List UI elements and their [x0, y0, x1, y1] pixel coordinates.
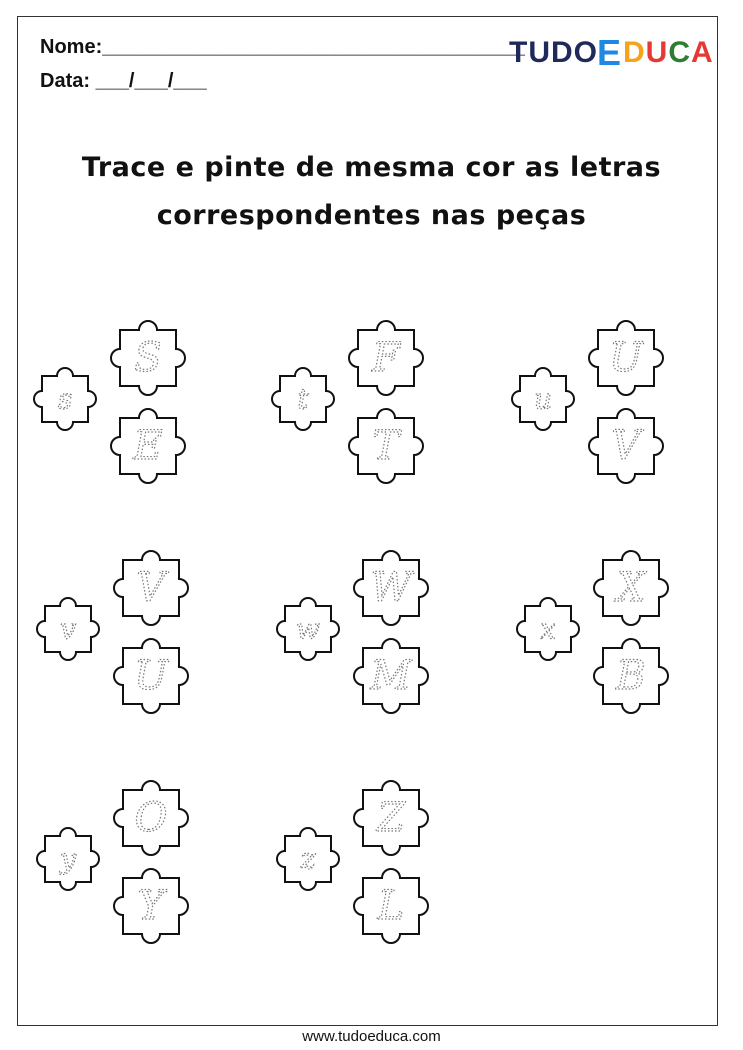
footer-url: www.tudoeduca.com [302, 1028, 441, 1045]
tracing-letter: M [370, 653, 412, 699]
tracing-letter: V [611, 423, 641, 469]
puzzle-piece-bottom-T [349, 409, 423, 483]
tracing-letter: s [57, 382, 73, 416]
tracing-letter: y [60, 842, 76, 876]
tracing-letter: t [297, 382, 309, 416]
tracing-letter: X [616, 565, 646, 611]
puzzle-piece-top-S [111, 321, 185, 395]
puzzle-piece-bottom-V [589, 409, 663, 483]
tracing-letter: Y [137, 883, 165, 929]
tracing-letter: O [134, 795, 168, 841]
tracing-letter: V [136, 565, 166, 611]
instruction-title-line-2: correspondentes nas peças [156, 200, 587, 231]
tracing-letter: Z [377, 795, 405, 841]
tracing-letter: L [377, 883, 405, 929]
tracing-letter: x [540, 612, 556, 646]
puzzle-piece-bottom-Y [114, 869, 188, 943]
logo-tudo-text: TUDO [509, 36, 598, 69]
puzzle-piece-small-s [34, 368, 96, 430]
tracing-letter: E [133, 423, 163, 469]
puzzle-piece-small-t [272, 368, 334, 430]
puzzle-piece-top-V [114, 551, 188, 625]
tracing-letter: T [372, 423, 400, 469]
logo-e-letter: E [597, 32, 623, 73]
puzzle-piece-top-F [349, 321, 423, 395]
logo-letter-d: D [623, 36, 646, 69]
tracing-letter: U [609, 335, 643, 381]
logo-letter-c: C [668, 36, 692, 69]
puzzle-piece-small-y [37, 828, 99, 890]
puzzle-piece-bottom-M [354, 639, 428, 713]
puzzle-piece-top-Z [354, 781, 428, 855]
tracing-letter: B [616, 653, 646, 699]
puzzle-piece-bottom-L [354, 869, 428, 943]
puzzle-piece-top-O [114, 781, 188, 855]
tracing-letter: W [370, 565, 412, 611]
instruction-title-line-1: Trace e pinte de mesma cor as letras [81, 152, 662, 183]
tracing-letter: z [300, 842, 316, 876]
puzzle-piece-small-w [277, 598, 339, 660]
tracing-letter: S [134, 335, 162, 381]
tracing-letter: v [60, 612, 76, 646]
logo-letter-u: U [645, 36, 669, 69]
puzzle-piece-small-u [512, 368, 574, 430]
tracing-letter: w [296, 612, 320, 646]
logo-letter-a: A [691, 36, 714, 69]
date-field-line: Data: ___/___/___ [40, 70, 207, 92]
puzzle-piece-top-X [594, 551, 668, 625]
puzzle-piece-small-z [277, 828, 339, 890]
puzzle-piece-bottom-E [111, 409, 185, 483]
tracing-letter: F [372, 335, 400, 381]
tracing-letter: U [134, 653, 168, 699]
name-field-line: Nome:______________________________________ [40, 36, 525, 58]
puzzle-piece-top-U [589, 321, 663, 395]
tracing-letter: u [533, 382, 553, 416]
puzzle-piece-bottom-U [114, 639, 188, 713]
puzzle-piece-small-v [37, 598, 99, 660]
puzzle-piece-bottom-B [594, 639, 668, 713]
puzzle-piece-small-x [517, 598, 579, 660]
puzzle-piece-top-W [354, 551, 428, 625]
